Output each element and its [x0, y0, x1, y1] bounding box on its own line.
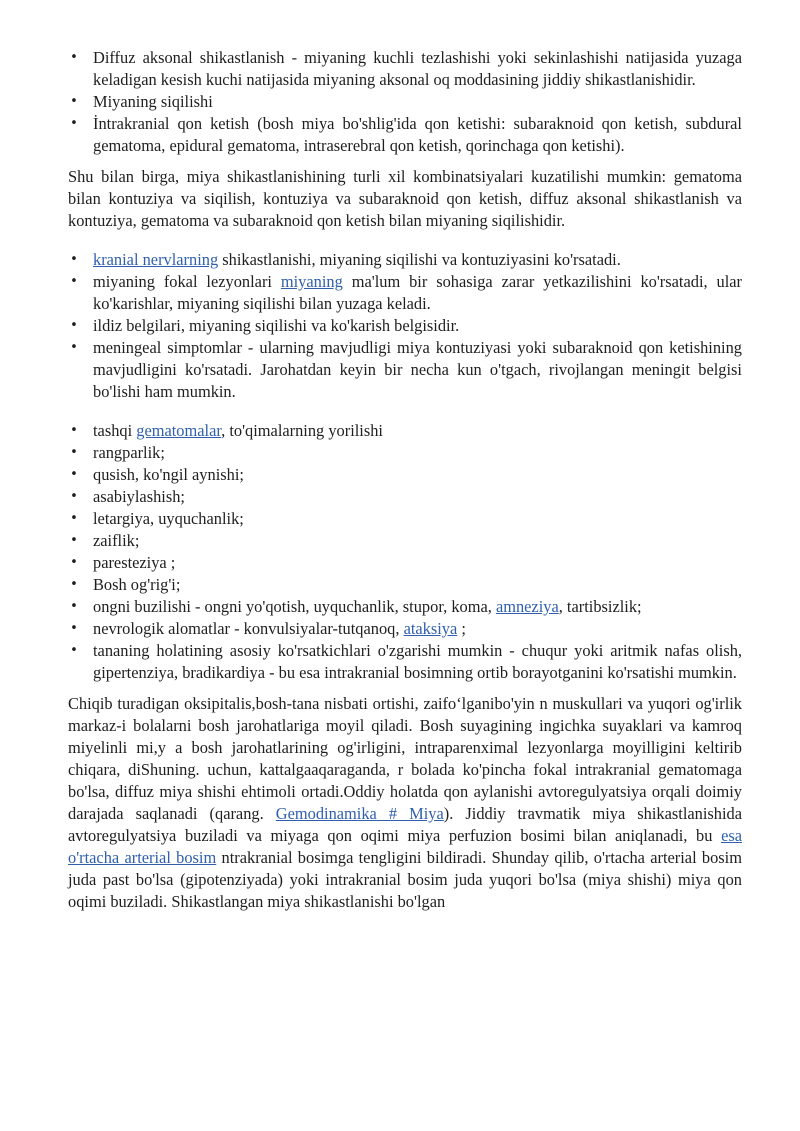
list-item — [68, 337, 742, 403]
paragraph-text: ). Jiddiy travmatik miya shikastlanishida avtoregulyatsiya buziladi va miyaga qon oqimi miya perfuzion bosimi bilan aniqlanadi, bu — [68, 804, 742, 845]
list-item-text: rangparlik; — [93, 443, 165, 462]
bullet-icon: • — [70, 555, 78, 570]
injury-types-list — [68, 47, 742, 157]
list-item — [68, 420, 742, 442]
paragraph-text: ntrakranial bosimga tengligini bildiradi. Shunday qilib, o'rtacha arterial bosim juda past bo'lsa (gipotenziyada) yoki intrakranial bosim juda yuqori bo'lsa (miya shishi) miya qon oqimi buziladi. Shikastlangan miya shikastlanishi bo'lgan — [68, 848, 742, 911]
list-item-text: İntrakranial qon ketish (bosh miya bo'shlig'ida qon ketishi: subaraknoid qon ketish, subdural gematoma, epidural gematoma, intraserebral qon ketish, qorinchaga qon ketishi). — [93, 114, 742, 155]
list-item-text: zaiflik; — [93, 531, 140, 550]
list-item — [68, 464, 742, 486]
list-item-text: asabiylashish; — [93, 487, 185, 506]
list-item — [68, 271, 742, 315]
list-item — [68, 315, 742, 337]
bullet-icon: • — [70, 423, 78, 438]
arterial-pressure-link[interactable]: esa o'rtacha arterial bosim — [68, 826, 742, 867]
list-item-text: Bosh og'rig'i; — [93, 575, 181, 594]
bullet-icon: • — [70, 467, 78, 482]
bullet-icon: • — [70, 621, 78, 636]
list-item-text: miyaning fokal lezyonlari — [93, 272, 281, 291]
neurological-signs-list — [68, 249, 742, 403]
amnesia-link[interactable]: amneziya — [495, 597, 559, 616]
list-item — [68, 552, 742, 574]
bullet-icon: • — [70, 94, 78, 109]
list-item-text: tashqi — [93, 421, 137, 440]
list-item — [68, 596, 742, 618]
hemodynamics-link[interactable]: Gemodinamika # Miya — [275, 804, 444, 823]
bullet-icon: • — [70, 318, 78, 333]
brain-link[interactable]: miyaning — [280, 272, 343, 291]
list-item-text: ma'lum bir sohasiga zarar yetkazilishini ko'rsatadi, ular ko'karishlar, miyaning siqilishi bilan yuzaga keladi. — [93, 272, 742, 313]
list-item-text: shikastlanishi, miyaning siqilishi va kontuziyasini ko'rsatadi. — [218, 250, 621, 269]
hematomas-link[interactable]: gematomalar — [136, 421, 222, 440]
bullet-icon: • — [70, 445, 78, 460]
list-item-text: qusish, ko'ngil aynishi; — [93, 465, 244, 484]
list-item — [68, 47, 742, 91]
cranial-nerves-link[interactable]: kranial nervlarning — [93, 250, 219, 269]
list-item — [68, 113, 742, 157]
bullet-icon: • — [70, 533, 78, 548]
list-item-text: nevrologik alomatlar - konvulsiyalar-tutqanoq, — [93, 619, 404, 638]
bullet-icon: • — [70, 274, 78, 289]
list-item — [68, 640, 742, 684]
list-item — [68, 618, 742, 640]
list-item-text: letargiya, uyquchanlik; — [93, 509, 244, 528]
list-item-text: ongni buzilishi - ongni yo'qotish, uyquchanlik, stupor, koma, — [93, 597, 496, 616]
ataxia-link[interactable]: ataksiya — [403, 619, 458, 638]
list-item-text: ; — [457, 619, 466, 638]
list-item-text: , to'qimalarning yorilishi — [221, 421, 383, 440]
list-item — [68, 442, 742, 464]
list-item-text: Diffuz aksonal shikastlanish - miyaning kuchli tezlashishi yoki sekinlashishi natijasida yuzaga keladigan kesish kuchi natijasida miyaning aksonal oq moddasining jiddiy shikastlanishidir. — [93, 48, 742, 89]
bullet-icon: • — [70, 489, 78, 504]
list-item-text: meningeal simptomlar - ularning mavjudligi miya kontuziyasi yoki subaraknoid qon ketishining mavjudligini ko'rsatadi. Jarohatdan keyin bir necha kun o'tgach, rivojlangan meningit belgisi bo'lishi ham mumkin. — [93, 338, 742, 401]
list-item — [68, 249, 742, 271]
bullet-icon: • — [70, 643, 78, 658]
list-item-text: tananing holatining asosiy ko'rsatkichlari o'zgarishi mumkin - chuqur yoki aritmik nafas olish, gipertenziya, bradikardiya - bu esa intrakranial bosimning ortib borayotganini ko'rsatishi mumkin. — [93, 641, 742, 682]
list-item-text: Miyaning siqilishi — [93, 92, 213, 111]
list-item-text: ildiz belgilari, miyaning siqilishi va ko'karish belgisidir. — [93, 316, 460, 335]
bullet-icon: • — [70, 116, 78, 131]
children-injury-paragraph — [68, 693, 742, 913]
bullet-icon: • — [70, 577, 78, 592]
bullet-icon: • — [70, 252, 78, 267]
list-item — [68, 486, 742, 508]
list-item — [68, 530, 742, 552]
paragraph-text: Chiqib turadigan oksipitalis,bosh-tana nisbati ortishi, zaifo‘lganibo'yin n muskullari va yuqori og'irlik markaz-i bolalarni bosh jarohatlariga moyil qiladi. Bosh suyagining ingichka suyaklari va kamroq miyelinli mi,y a bosh jarohatlarining og'irligini, intraparenximal lezyonlarga moyilligini keltirib chiqara, diShuning. uchun, kattalgaaqaraganda, r bolada ko'pincha fokal intrakranial gematomaga bo'lsa, diffuz miya shishi ehtimoli ortadi.Oddiy holatda qon aylanishi avtoregulyatsiya orqali doimiy darajada saqlanadi (qarang. — [68, 694, 742, 823]
bullet-icon: • — [70, 50, 78, 65]
symptoms-list — [68, 420, 742, 684]
bullet-icon: • — [70, 340, 78, 355]
list-item-text: , tartibsizlik; — [558, 597, 642, 616]
bullet-icon: • — [70, 599, 78, 614]
list-item — [68, 508, 742, 530]
list-item — [68, 91, 742, 113]
combinations-paragraph: Shu bilan birga, miya shikastlanishining turli xil kombinatsiyalari kuzatilishi mumkin: gematoma bilan kontuziya va siqilish, kontuziya va subaraknoid qon ketish, diffuz aksonal shikastlanish va kontuziya, gematoma va subaraknoid qon ketish bilan miyaning siqilishidir. — [68, 167, 742, 230]
list-item — [68, 574, 742, 596]
bullet-icon: • — [70, 511, 78, 526]
list-item-text: paresteziya ; — [93, 553, 176, 572]
